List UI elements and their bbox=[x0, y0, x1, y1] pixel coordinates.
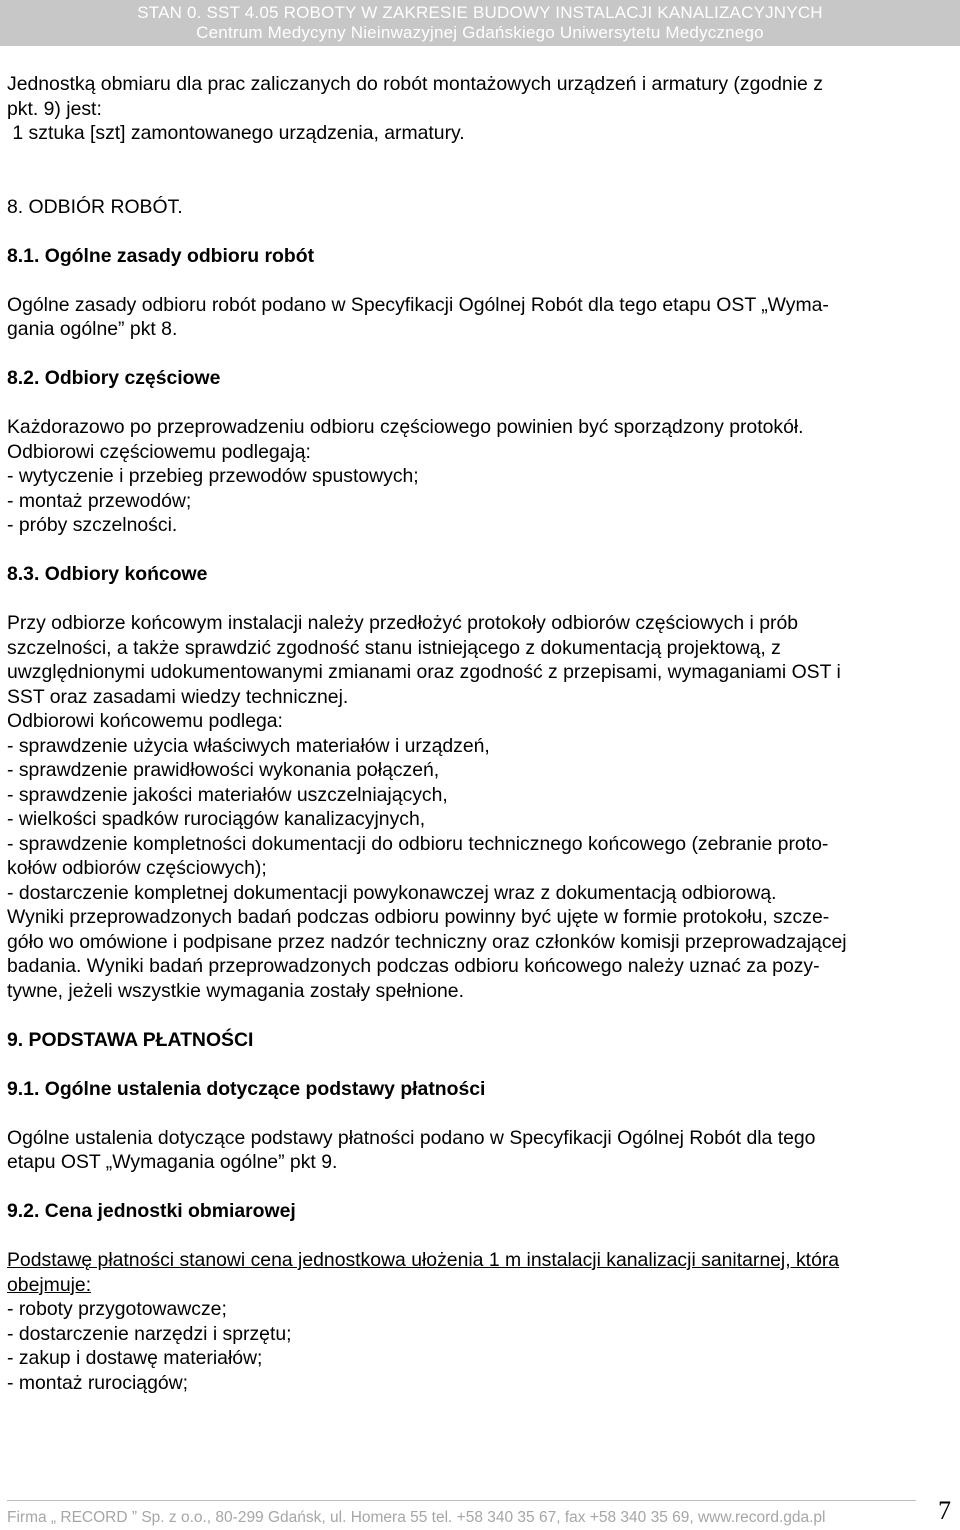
section-8-1-text: gania ogólne” pkt 8. bbox=[7, 318, 178, 340]
section-8-3-line: - wielkości spadków rurociągów kanalizacyjnych, bbox=[7, 808, 426, 830]
section-9-2-item: - montaż rurociągów; bbox=[7, 1371, 189, 1394]
section-9-title: 9. PODSTAWA PŁATNOŚCI bbox=[7, 1028, 254, 1051]
intro-line: Jednostką obmiaru dla prac zaliczanych do robót montażowych urządzeń i armatury (zgodnie z bbox=[7, 73, 823, 95]
section-8-3-line: szczelności, a także sprawdzić zgodność stanu istniejącego z dokumentacją projektową, z bbox=[7, 636, 781, 659]
section-8-3-line: Wyniki przeprowadzonych badań podczas odbioru powinny być ujęte w formie protokołu, szcze- bbox=[7, 906, 830, 928]
section-8-3-line: - dostarczenie kompletnej dokumentacji powykonawczej wraz z dokumentacją odbiorową. bbox=[7, 881, 777, 904]
section-8-2-line: - wytyczenie i przebieg przewodów spustowych; bbox=[7, 465, 419, 487]
header-title: STAN 0. SST 4.05 ROBOTY W ZAKRESIE BUDOWY INSTALACJI KANALIZACYJNYCH bbox=[137, 3, 823, 22]
section-9-1-text: Ogólne ustalenia dotyczące podstawy płatności podano w Specyfikacji Ogólnej Robót dla tego bbox=[7, 1126, 816, 1149]
section-8-3-line: - sprawdzenie prawidłowości wykonania połączeń, bbox=[7, 759, 440, 781]
footer-divider bbox=[7, 1500, 916, 1501]
section-9-2-underlined: obejmuje: bbox=[7, 1273, 92, 1296]
section-8-2-line: - próby szczelności. bbox=[7, 514, 178, 536]
footer-text: Firma „ RECORD ” Sp. z o.o., 80-299 Gdańsk, ul. Homera 55 tel. +58 340 35 67, fax +58 340 35 69, www.record.gda.pl bbox=[7, 1509, 826, 1526]
section-8-2-line: Odbiorowi częściowemu podlegają: bbox=[7, 440, 311, 463]
section-8-3-line: - sprawdzenie jakości materiałów uszczelniających, bbox=[7, 783, 448, 806]
section-8-3-line: - sprawdzenie użycia właściwych materiałów i urządzeń, bbox=[7, 734, 490, 757]
section-9-2-item: - zakup i dostawę materiałów; bbox=[7, 1347, 263, 1369]
section-9-2-underlined: Podstawę płatności stanowi cena jednostkowa ułożenia 1 m instalacji kanalizacji sanitarnej, która bbox=[7, 1249, 840, 1271]
section-8-3-line: SST oraz zasadami wiedzy technicznej. bbox=[7, 685, 349, 708]
section-8-title: 8. ODBIÓR ROBÓT. bbox=[7, 195, 183, 218]
section-9-1-text: etapu OST „Wymagania ogólne” pkt 9. bbox=[7, 1151, 338, 1173]
section-8-2-line: Każdorazowo po przeprowadzeniu odbioru częściowego powinien być sporządzony protokół. bbox=[7, 416, 804, 438]
section-9-2-title: 9.2. Cena jednostki obmiarowej bbox=[7, 1200, 296, 1222]
section-8-3-line: badania. Wyniki badań przeprowadzonych podczas odbioru końcowego należy uznać za pozy- bbox=[7, 955, 820, 977]
section-8-3-line: uwzględnionymi udokumentowanymi zmianami oraz zgodność z przepisami, wymaganiami OST i bbox=[7, 661, 841, 683]
section-8-3-line: góło wo omówione i podpisane przez nadzór techniczny oraz członków komisji przeprowadzającej bbox=[7, 930, 847, 953]
intro-line: 1 sztuka [szt] zamontowanego urządzenia, armatury. bbox=[7, 122, 465, 144]
section-8-2-line: - montaż przewodów; bbox=[7, 489, 192, 512]
section-9-2-item: - dostarczenie narzędzi i sprzętu; bbox=[7, 1322, 292, 1345]
page-header bbox=[0, 0, 960, 46]
section-9-2-item: - roboty przygotowawcze; bbox=[7, 1298, 227, 1320]
section-9-1-title: 9.1. Ogólne ustalenia dotyczące podstawy płatności bbox=[7, 1077, 486, 1100]
header-subtitle: Centrum Medycyny Nieinwazyjnej Gdańskiego Uniwersytetu Medycznego bbox=[196, 23, 764, 42]
page-number: 7 bbox=[938, 1496, 951, 1525]
section-8-1-text: Ogólne zasady odbioru robót podano w Specyfikacji Ogólnej Robót dla tego etapu OST „Wyma- bbox=[7, 293, 829, 316]
section-8-3-line: tywne, jeżeli wszystkie wymagania zostały spełnione. bbox=[7, 979, 464, 1002]
section-8-3-line: kołów odbiorów częściowych); bbox=[7, 857, 267, 879]
section-8-3-line: - sprawdzenie kompletności dokumentacji do odbioru technicznego końcowego (zebranie proto- bbox=[7, 832, 829, 855]
document-body bbox=[7, 72, 957, 1395]
section-8-1-title: 8.1. Ogólne zasady odbioru robót bbox=[7, 244, 315, 267]
intro-line: pkt. 9) jest: bbox=[7, 97, 102, 120]
section-8-2-title: 8.2. Odbiory częściowe bbox=[7, 367, 221, 389]
section-8-3-line: Odbiorowi końcowemu podlega: bbox=[7, 710, 283, 732]
section-8-3-title: 8.3. Odbiory końcowe bbox=[7, 563, 208, 585]
section-8-3-line: Przy odbiorze końcowym instalacji należy przedłożyć protokoły odbiorów częściowych i prób bbox=[7, 612, 799, 634]
